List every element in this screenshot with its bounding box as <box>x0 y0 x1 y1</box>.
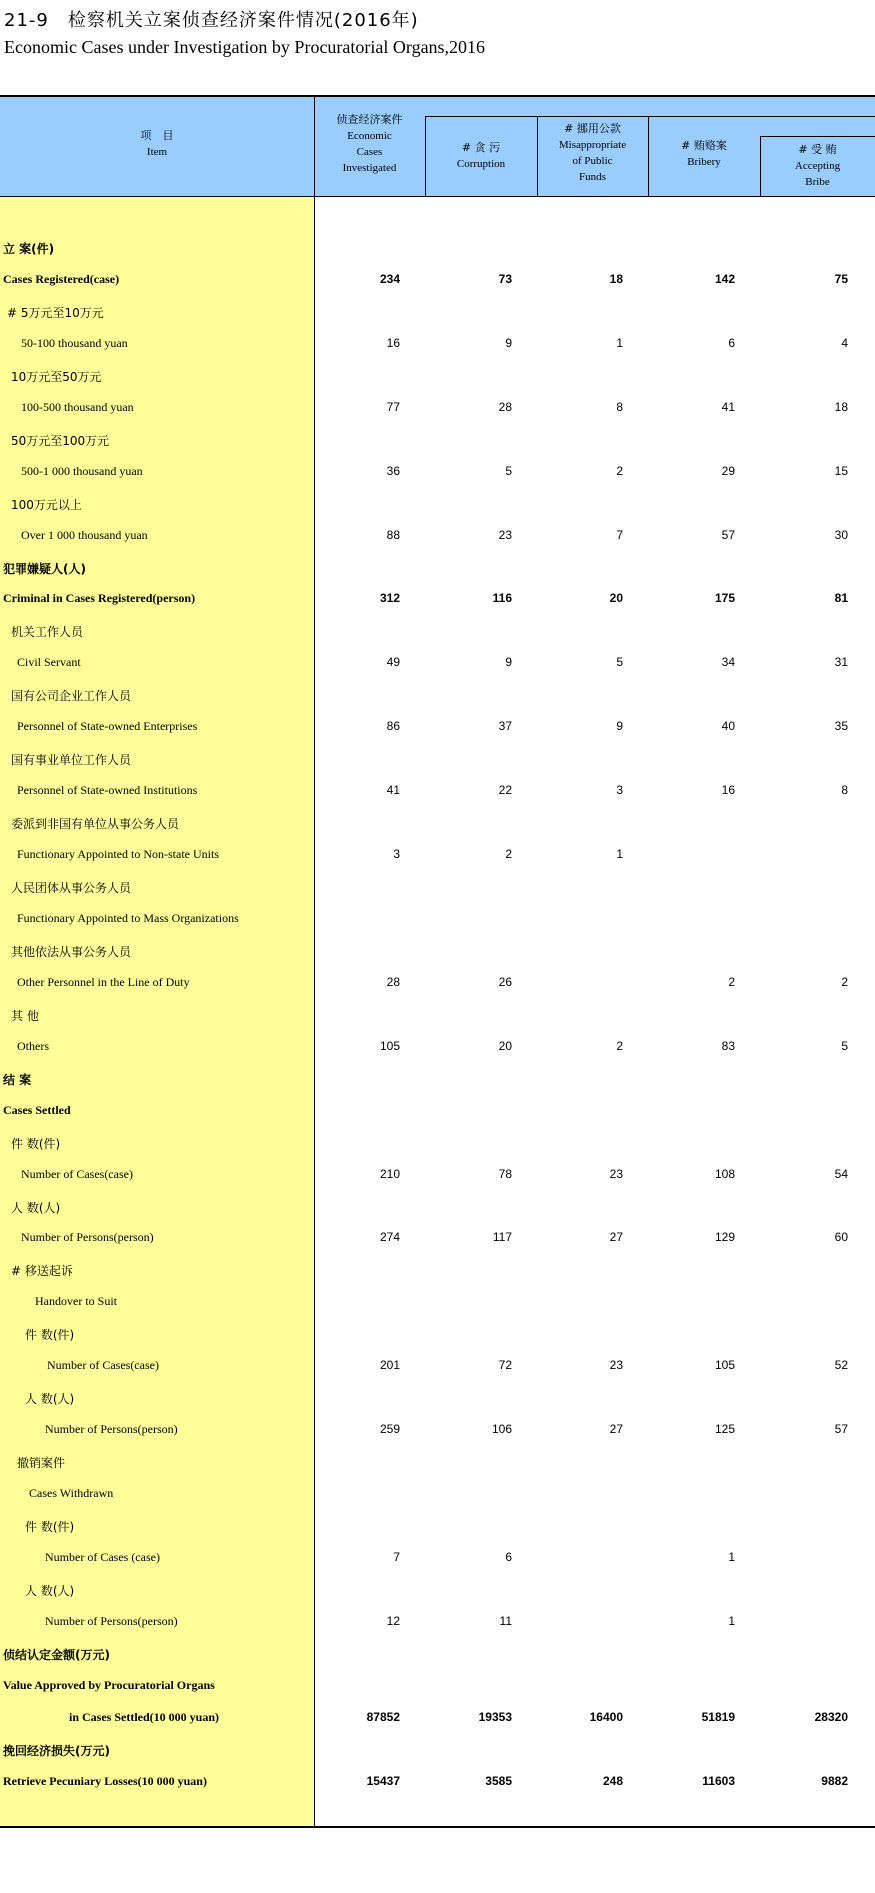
row-value-col-1: 9 <box>505 335 512 350</box>
row-label: 人 数(人) <box>25 1392 75 1407</box>
table-row <box>0 1318 875 1350</box>
row-value-col-1: 3585 <box>485 1773 512 1788</box>
table-row <box>0 488 875 520</box>
row-value-col-2: 23 <box>609 1358 623 1373</box>
table-row <box>0 1159 875 1191</box>
row-value-col-0: 274 <box>379 1230 400 1245</box>
table-row <box>0 552 875 584</box>
row-label: Cases Withdrawn <box>29 1486 114 1501</box>
row-label: Number of Cases(case) <box>47 1358 159 1373</box>
row-value-col-2: 27 <box>609 1422 623 1437</box>
table-row <box>0 935 875 967</box>
table-row <box>0 1670 875 1702</box>
row-value-col-0: 3 <box>393 847 400 862</box>
row-value-col-0: 88 <box>386 527 400 542</box>
row-label: Number of Persons(person) <box>45 1422 178 1437</box>
header-corruption-cn: # 贪 污 <box>461 141 501 154</box>
row-value-col-2: 18 <box>609 271 623 286</box>
row-value-col-2: 248 <box>602 1773 623 1788</box>
row-label: 结 案 <box>3 1072 32 1087</box>
table-row <box>0 903 875 935</box>
row-value-col-3: 105 <box>714 1358 735 1373</box>
row-label: Cases Settled <box>3 1102 71 1117</box>
row-value-col-2: 16400 <box>589 1709 623 1724</box>
row-label: Others <box>17 1038 49 1053</box>
row-label: Functionary Appointed to Non-state Units <box>17 847 219 862</box>
table-row <box>0 647 875 679</box>
row-label: 挽回经济损失(万元) <box>3 1743 110 1758</box>
row-value-col-1: 28 <box>498 399 512 414</box>
row-value-col-3: 51819 <box>701 1709 735 1724</box>
table-row <box>0 1222 875 1254</box>
row-value-col-4: 57 <box>834 1422 848 1437</box>
table-row <box>0 424 875 456</box>
header-accepting-bribe <box>760 142 875 190</box>
row-value-col-1: 20 <box>498 1038 512 1053</box>
row-value-col-1: 106 <box>491 1422 512 1437</box>
header-economic-cases-en-3: Investigated <box>342 162 397 174</box>
row-value-col-4: 28320 <box>814 1709 848 1724</box>
row-value-col-0: 36 <box>386 463 400 478</box>
row-value-col-1: 11 <box>499 1613 512 1628</box>
row-value-col-3: 175 <box>714 591 735 606</box>
header-misappropriate-en-1: Misappropriate <box>558 139 627 151</box>
header-item-cn: 项 目 <box>140 129 174 142</box>
table-row <box>0 328 875 360</box>
row-value-col-4: 60 <box>834 1230 848 1245</box>
row-value-col-1: 9 <box>505 655 512 670</box>
header-misappropriate-en-2: of Public <box>572 155 613 167</box>
row-value-col-1: 5 <box>505 463 512 478</box>
row-value-col-4: 35 <box>834 719 848 734</box>
header-economic-cases-en-1: Economic <box>347 130 392 142</box>
row-value-col-3: 29 <box>721 463 735 478</box>
row-value-col-3: 1 <box>728 1549 735 1564</box>
row-label: 犯罪嫌疑人(人) <box>3 561 86 576</box>
table-row <box>0 615 875 647</box>
row-label: 撤销案件 <box>17 1456 66 1471</box>
row-value-col-4: 52 <box>834 1358 848 1373</box>
table-row <box>0 360 875 392</box>
row-value-col-2: 1 <box>616 335 623 350</box>
row-label: 其 他 <box>11 1008 39 1023</box>
row-value-col-4: 54 <box>834 1166 848 1181</box>
table-row <box>0 456 875 488</box>
page-title-english: Economic Cases under Investigation by Procuratorial Organs,2016 <box>4 37 486 57</box>
table-row <box>0 1414 875 1446</box>
row-value-col-0: 201 <box>379 1358 400 1373</box>
row-label: # 移送起诉 <box>11 1264 73 1279</box>
row-value-col-1: 117 <box>492 1230 512 1245</box>
row-label: 国有公司企业工作人员 <box>11 689 132 704</box>
row-label: Number of Cases (case) <box>45 1549 160 1564</box>
header-economic-cases-en-2: Cases <box>356 146 383 158</box>
row-value-col-0: 105 <box>379 1038 400 1053</box>
row-value-col-1: 73 <box>498 271 512 286</box>
row-value-col-0: 12 <box>386 1613 400 1628</box>
row-value-col-3: 57 <box>721 527 735 542</box>
row-label: Value Approved by Procuratorial Organs <box>3 1677 215 1692</box>
row-value-col-4: 81 <box>834 591 848 606</box>
row-value-col-2: 2 <box>616 463 623 478</box>
header-item-en: Item <box>146 146 168 158</box>
table-row <box>0 1127 875 1159</box>
row-label: Over 1 000 thousand yuan <box>21 527 148 542</box>
header-corruption <box>425 140 537 172</box>
row-value-col-0: 16 <box>386 335 400 350</box>
table-row <box>0 967 875 999</box>
table-row <box>0 871 875 903</box>
row-value-col-2: 2 <box>616 1038 623 1053</box>
row-value-col-0: 259 <box>379 1422 400 1437</box>
row-value-col-4: 8 <box>841 783 848 798</box>
table-row <box>0 520 875 552</box>
row-label: 件 数(件) <box>25 1520 75 1534</box>
table-row <box>0 1063 875 1095</box>
row-label: 100万元以上 <box>11 497 82 512</box>
row-value-col-3: 34 <box>721 655 735 670</box>
table-row <box>0 1095 875 1127</box>
row-label: Other Personnel in the Line of Duty <box>17 974 190 989</box>
row-value-col-3: 1 <box>728 1613 735 1628</box>
table-row <box>0 1382 875 1414</box>
header-bribery-cn: # 贿赂案 <box>681 139 727 152</box>
header-bribery <box>648 138 760 170</box>
table-row <box>0 1574 875 1606</box>
row-value-col-0: 210 <box>379 1166 400 1181</box>
row-value-col-1: 23 <box>498 527 512 542</box>
row-value-col-3: 16 <box>721 783 735 798</box>
row-value-col-1: 78 <box>498 1166 512 1181</box>
table-row <box>0 679 875 711</box>
table-row <box>0 839 875 871</box>
table-row <box>0 999 875 1031</box>
row-value-col-1: 26 <box>498 974 512 989</box>
row-value-col-0: 41 <box>386 783 400 798</box>
divider-header-sub <box>425 116 875 117</box>
row-label: Civil Servant <box>17 655 81 670</box>
header-misappropriate <box>537 121 648 185</box>
table-row <box>0 1446 875 1478</box>
row-value-col-0: 87852 <box>366 1709 400 1724</box>
row-value-col-4: 5 <box>841 1038 848 1053</box>
row-label: # 5万元至10万元 <box>7 305 104 320</box>
row-value-col-3: 40 <box>721 719 735 734</box>
row-value-col-3: 6 <box>728 335 735 350</box>
row-label: 50-100 thousand yuan <box>21 335 128 350</box>
row-label: in Cases Settled(10 000 yuan) <box>69 1709 220 1724</box>
table-row <box>0 711 875 743</box>
row-value-col-3: 2 <box>728 974 735 989</box>
table-row <box>0 583 875 615</box>
row-value-col-1: 19353 <box>478 1709 512 1724</box>
row-value-col-2: 1 <box>616 847 623 862</box>
table-row <box>0 1606 875 1638</box>
row-value-col-4: 31 <box>834 655 848 670</box>
table-bottom-rule <box>0 1826 875 1828</box>
table-row <box>0 1478 875 1510</box>
row-value-col-2: 5 <box>616 655 623 670</box>
table-row <box>0 1350 875 1382</box>
table-row <box>0 392 875 424</box>
row-label: 10万元至50万元 <box>11 369 102 384</box>
row-label: 500-1 000 thousand yuan <box>21 463 143 478</box>
table-top-rule <box>0 95 875 97</box>
row-value-col-2: 20 <box>609 591 623 606</box>
row-value-col-2: 27 <box>609 1230 623 1245</box>
row-label: 机关工作人员 <box>11 625 84 640</box>
header-misappropriate-cn: # 挪用公款 <box>564 122 621 135</box>
header-bottom-rule <box>0 196 875 197</box>
row-value-col-0: 77 <box>386 399 400 414</box>
row-label: Functionary Appointed to Mass Organizations <box>17 910 239 925</box>
table-row <box>0 1254 875 1286</box>
row-value-col-3: 83 <box>721 1038 735 1053</box>
row-label: 件 数(件) <box>25 1328 75 1343</box>
row-label: Personnel of State-owned Institutions <box>17 783 198 798</box>
row-value-col-0: 15437 <box>366 1773 400 1788</box>
row-value-col-1: 37 <box>498 719 512 734</box>
row-value-col-3: 142 <box>714 271 735 286</box>
row-value-col-3: 125 <box>714 1422 735 1437</box>
header-economic-cases <box>314 112 425 176</box>
header-corruption-en: Corruption <box>456 158 506 170</box>
row-value-col-0: 7 <box>393 1549 400 1564</box>
row-value-col-3: 41 <box>721 399 735 414</box>
table-row <box>0 1734 875 1766</box>
row-label: Criminal in Cases Registered(person) <box>3 591 196 606</box>
row-label: 人 数(人) <box>25 1583 75 1598</box>
table-row <box>0 1638 875 1670</box>
row-value-col-0: 28 <box>386 974 400 989</box>
row-value-col-2: 9 <box>616 719 623 734</box>
divider-header-sub2 <box>760 136 875 137</box>
row-label: 人 数(人) <box>11 1200 61 1215</box>
row-value-col-2: 23 <box>609 1166 623 1181</box>
row-label: Personnel of State-owned Enterprises <box>17 719 198 734</box>
header-economic-cases-cn: 侦查经济案件 <box>336 113 403 126</box>
row-value-col-4: 2 <box>841 974 848 989</box>
table-row <box>0 1510 875 1542</box>
row-label: Number of Cases(case) <box>21 1166 133 1181</box>
table-row <box>0 743 875 775</box>
row-value-col-2: 3 <box>616 783 623 798</box>
header-bribery-en: Bribery <box>687 156 721 168</box>
row-value-col-4: 30 <box>834 527 848 542</box>
row-value-col-3: 129 <box>714 1230 735 1245</box>
table-row <box>0 296 875 328</box>
row-label: 立 案(件) <box>3 242 55 256</box>
table-row <box>0 264 875 296</box>
row-value-col-1: 2 <box>505 847 512 862</box>
row-value-col-4: 75 <box>834 271 848 286</box>
row-value-col-3: 11603 <box>702 1773 735 1788</box>
row-value-col-4: 15 <box>834 463 848 478</box>
header-misappropriate-en-3: Funds <box>579 171 606 183</box>
row-value-col-1: 116 <box>492 591 512 606</box>
row-label: Handover to Suit <box>35 1294 117 1309</box>
header-accepting-bribe-cn: # 受 贿 <box>798 143 837 156</box>
row-value-col-4: 18 <box>834 399 848 414</box>
header-item <box>0 128 314 160</box>
row-label: 委派到非国有单位从事公务人员 <box>11 817 180 832</box>
row-label: Number of Persons(person) <box>45 1613 178 1628</box>
header-accepting-bribe-en-1: Accepting <box>794 160 841 172</box>
row-value-col-0: 49 <box>386 655 400 670</box>
row-value-col-4: 4 <box>841 335 848 350</box>
row-value-col-3: 108 <box>714 1166 735 1181</box>
row-value-col-0: 234 <box>379 271 400 286</box>
table-row <box>0 232 875 264</box>
table-row <box>0 1031 875 1063</box>
page-title-chinese: 21-9 检察机关立案侦查经济案件情况(2016年) <box>4 10 419 31</box>
row-value-col-2: 7 <box>616 527 623 542</box>
header-accepting-bribe-en-2: Bribe <box>805 176 830 188</box>
row-value-col-4: 9882 <box>821 1773 848 1788</box>
table-row <box>0 1191 875 1223</box>
table-row <box>0 775 875 807</box>
row-label: 国有事业单位工作人员 <box>11 753 132 768</box>
row-label: Cases Registered(case) <box>3 271 120 286</box>
row-value-col-0: 312 <box>379 591 400 606</box>
table-row <box>0 1286 875 1318</box>
row-label: Number of Persons(person) <box>21 1230 154 1245</box>
row-label: Retrieve Pecuniary Losses(10 000 yuan) <box>3 1773 207 1788</box>
row-value-col-0: 86 <box>386 719 400 734</box>
row-label: 件 数(件) <box>11 1136 61 1151</box>
row-label: 其他依法从事公务人员 <box>11 944 132 959</box>
row-label: 100-500 thousand yuan <box>21 399 134 414</box>
row-label: 侦结认定金额(万元) <box>3 1647 110 1662</box>
row-label: 50万元至100万元 <box>11 433 110 448</box>
table-row <box>0 1766 875 1798</box>
row-value-col-1: 22 <box>498 783 512 798</box>
table-row <box>0 1542 875 1574</box>
row-value-col-1: 72 <box>498 1358 512 1373</box>
table-row <box>0 807 875 839</box>
row-value-col-1: 6 <box>505 1549 512 1564</box>
table-row <box>0 1702 875 1734</box>
row-label: 人民团体从事公务人员 <box>11 881 132 895</box>
row-value-col-2: 8 <box>616 399 623 414</box>
